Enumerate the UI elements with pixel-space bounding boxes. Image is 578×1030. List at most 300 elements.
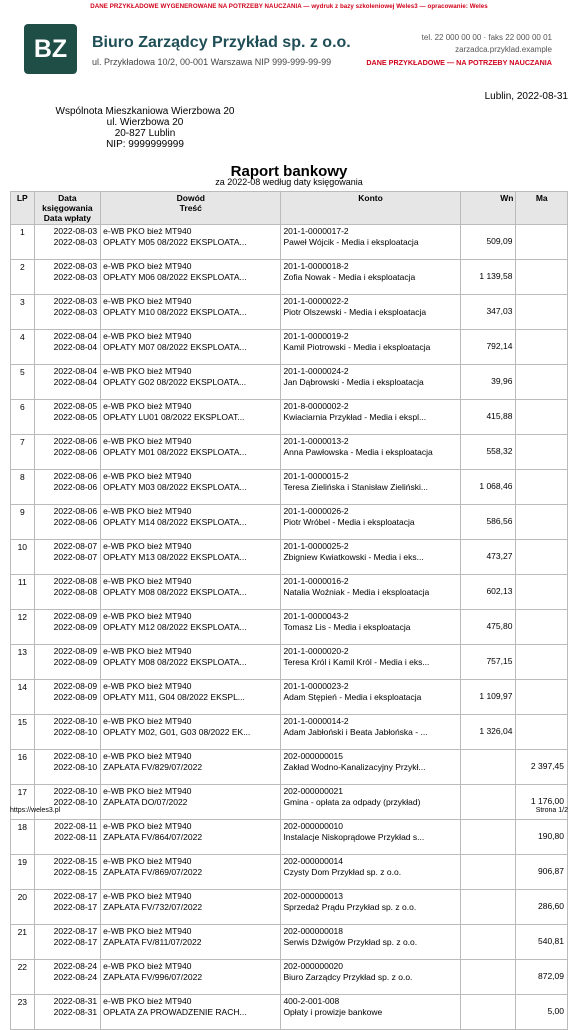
header-doc: Dowód (176, 193, 205, 203)
recipient-nip: NIP: 9999999999 (106, 139, 184, 150)
recipient-street: ul. Wierzbowa 20 (106, 117, 184, 128)
account-name: Teresa Król i Kamil Król - Media i eks... (283, 656, 430, 667)
cell-credit (516, 260, 568, 295)
posting-date: 2022-08-10 (53, 716, 98, 726)
cell-credit (516, 645, 568, 680)
lp-value: 3 (19, 297, 25, 307)
cell-lp (11, 575, 35, 610)
credit-amount: 2 397,45 (530, 761, 564, 771)
document-description: OPŁATY M14 08/2022 EKSPLOATA... (103, 516, 247, 527)
cell-dates (34, 960, 101, 995)
payment-date: 2022-08-17 (53, 901, 98, 912)
debit-amount: 415,88 (486, 411, 513, 421)
cell-document (101, 820, 281, 855)
company-address: ul. Przykładowa 10/2, 00-001 Warszawa NIP 999-999-99-99 (92, 57, 332, 67)
lp-value: 23 (17, 997, 28, 1007)
cell-account (281, 330, 460, 365)
credit-amount: 286,60 (538, 901, 564, 911)
debit-amount: 558,32 (486, 446, 513, 456)
table-row (11, 715, 568, 750)
report-title: Raport bankowy (230, 163, 348, 180)
document-type: e-WB PKO bież MT940 (103, 646, 192, 656)
cell-document (101, 960, 281, 995)
header-payment-date: Data wpłaty (43, 213, 91, 223)
posting-date: 2022-08-03 (53, 296, 98, 306)
account-name: Zofia Nowak - Media i eksploatacja (283, 271, 416, 282)
account-number: 201-1-0000019-2 (283, 331, 349, 341)
payment-date: 2022-08-06 (53, 446, 98, 457)
cell-credit (516, 540, 568, 575)
table-row (11, 575, 568, 610)
lp-value: 17 (17, 787, 28, 797)
account-name: Zbigniew Kwiatkowski - Media i eks... (283, 551, 424, 562)
cell-credit (516, 435, 568, 470)
payment-date: 2022-08-09 (53, 656, 98, 667)
posting-date: 2022-08-06 (53, 471, 98, 481)
lp-value: 4 (19, 332, 25, 342)
cell-dates (34, 855, 101, 890)
cell-credit (516, 680, 568, 715)
document-type: e-WB PKO bież MT940 (103, 961, 192, 971)
table-row (11, 295, 568, 330)
account-number: 201-1-0000013-2 (283, 436, 349, 446)
cell-credit (516, 400, 568, 435)
posting-date: 2022-08-06 (53, 506, 98, 516)
cell-lp (11, 610, 35, 645)
cell-credit (516, 365, 568, 400)
cell-dates (34, 820, 101, 855)
header-dates (34, 192, 101, 225)
cell-document (101, 575, 281, 610)
account-number: 202-000000018 (283, 926, 343, 936)
cell-account (281, 295, 460, 330)
account-name: Serwis Dźwigów Przykład sp. z o.o. (283, 936, 418, 947)
cell-credit (516, 330, 568, 365)
cell-credit (516, 785, 568, 820)
lp-value: 13 (17, 647, 28, 657)
cell-lp (11, 225, 35, 260)
document-description: ZAPŁATA FV/864/07/2022 (103, 831, 203, 842)
cell-debit (460, 225, 516, 260)
account-name: Kamil Piotrowski - Media i eksploatacja (283, 341, 431, 352)
account-number: 201-1-0000016-2 (283, 576, 349, 586)
table-row (11, 925, 568, 960)
posting-date: 2022-08-03 (53, 261, 98, 271)
cell-lp (11, 995, 35, 1030)
debit-amount: 792,14 (486, 341, 513, 351)
payment-date: 2022-08-24 (53, 971, 98, 982)
document-type: e-WB PKO bież MT940 (103, 821, 192, 831)
cell-debit (460, 925, 516, 960)
cell-dates (34, 400, 101, 435)
account-name: Tomasz Lis - Media i eksploatacja (283, 621, 411, 632)
cell-document (101, 645, 281, 680)
posting-date: 2022-08-15 (53, 856, 98, 866)
cell-dates (34, 715, 101, 750)
cell-lp (11, 470, 35, 505)
document-type: e-WB PKO bież MT940 (103, 891, 192, 901)
debit-amount: 1 109,97 (479, 691, 513, 701)
account-number: 202-000000010 (283, 821, 343, 831)
posting-date: 2022-08-05 (53, 401, 98, 411)
account-number: 201-1-0000023-2 (283, 681, 349, 691)
cell-account (281, 855, 460, 890)
lp-value: 21 (17, 927, 28, 937)
cell-dates (34, 505, 101, 540)
cell-credit (516, 610, 568, 645)
credit-amount: 5,00 (547, 1006, 564, 1016)
account-name: Teresa Zielińska i Stanisław Zieliński... (283, 481, 428, 492)
document-description: OPŁATY M10 08/2022 EKSPLOATA... (103, 306, 247, 317)
payment-date: 2022-08-09 (53, 621, 98, 632)
cell-account (281, 225, 460, 260)
account-number: 400-2-001-008 (283, 996, 340, 1006)
cell-debit (460, 435, 516, 470)
header-credit: Ma (516, 192, 568, 225)
recipient-name: Wspólnota Mieszkaniowa Wierzbowa 20 (55, 106, 235, 117)
posting-date: 2022-08-09 (53, 611, 98, 621)
document-description: OPŁATY M08 08/2022 EKSPLOATA... (103, 586, 247, 597)
recipient-block (45, 106, 245, 150)
cell-credit (516, 505, 568, 540)
cell-account (281, 925, 460, 960)
cell-document (101, 330, 281, 365)
cell-lp (11, 540, 35, 575)
cell-debit (460, 995, 516, 1030)
table-row (11, 260, 568, 295)
posting-date: 2022-08-06 (53, 436, 98, 446)
cell-debit (460, 575, 516, 610)
account-number: 201-1-0000020-2 (283, 646, 349, 656)
cell-credit (516, 995, 568, 1030)
payment-date: 2022-08-15 (53, 866, 98, 877)
account-name: Zakład Wodno-Kanalizacyjny Przykł... (283, 761, 426, 772)
recipient-city: 20-827 Lublin (114, 128, 176, 139)
credit-amount: 872,09 (538, 971, 564, 981)
document-description: OPŁATY M01 08/2022 EKSPLOATA... (103, 446, 247, 457)
page-number: Strona 1/2 (535, 807, 568, 814)
document-type: e-WB PKO bież MT940 (103, 296, 192, 306)
header-content: Treść (179, 203, 202, 213)
document-type: e-WB PKO bież MT940 (103, 856, 192, 866)
cell-debit (460, 960, 516, 995)
cell-document (101, 365, 281, 400)
cell-dates (34, 750, 101, 785)
payment-date: 2022-08-09 (53, 691, 98, 702)
cell-dates (34, 925, 101, 960)
debit-amount: 39,96 (491, 376, 513, 386)
account-number: 201-1-0000024-2 (283, 366, 349, 376)
table-row (11, 995, 568, 1030)
cell-credit (516, 855, 568, 890)
cell-document (101, 505, 281, 540)
cell-lp (11, 820, 35, 855)
cell-debit (460, 855, 516, 890)
cell-credit (516, 925, 568, 960)
sample-data-notice: DANE PRZYKŁADOWE — NA POTRZEBY NAUCZANIA (366, 58, 552, 67)
cell-lp (11, 890, 35, 925)
cell-lp (11, 960, 35, 995)
debit-amount: 475,80 (486, 621, 513, 631)
cell-account (281, 890, 460, 925)
lp-value: 1 (19, 227, 25, 237)
cell-lp (11, 260, 35, 295)
cell-credit (516, 715, 568, 750)
table-row (11, 645, 568, 680)
posting-date: 2022-08-04 (53, 366, 98, 376)
cell-credit (516, 470, 568, 505)
cell-debit (460, 715, 516, 750)
header-posting-date: Data księgowania (42, 193, 93, 213)
cell-debit (460, 470, 516, 505)
payment-date: 2022-08-04 (53, 341, 98, 352)
cell-lp (11, 295, 35, 330)
account-name: Jan Dąbrowski - Media i eksploatacja (283, 376, 424, 387)
cell-debit (460, 820, 516, 855)
document-type: e-WB PKO bież MT940 (103, 611, 192, 621)
payment-date: 2022-08-07 (53, 551, 98, 562)
cell-lp (11, 925, 35, 960)
cell-account (281, 645, 460, 680)
document-type: e-WB PKO bież MT940 (103, 436, 192, 446)
account-number: 202-000000014 (283, 856, 343, 866)
account-name: Kwiaciarnia Przykład - Media i ekspl... (283, 411, 427, 422)
debit-amount: 473,27 (486, 551, 513, 561)
account-name: Gmina - opłata za odpady (przykład) (283, 796, 421, 807)
lp-value: 16 (17, 752, 28, 762)
credit-amount: 540,81 (538, 936, 564, 946)
cell-account (281, 960, 460, 995)
account-number: 201-1-0000017-2 (283, 226, 349, 236)
cell-account (281, 610, 460, 645)
cell-credit (516, 820, 568, 855)
cell-dates (34, 435, 101, 470)
debit-amount: 347,03 (486, 306, 513, 316)
posting-date: 2022-08-11 (54, 821, 98, 831)
account-name: Anna Pawłowska - Media i eksploatacja (283, 446, 433, 457)
cell-debit (460, 680, 516, 715)
table-row (11, 400, 568, 435)
table-row (11, 785, 568, 820)
debit-amount: 509,09 (486, 236, 513, 246)
company-name: Biuro Zarządcy Przykład sp. z o.o. (92, 34, 351, 51)
company-logo: BZ (24, 24, 77, 74)
cell-document (101, 225, 281, 260)
document-date: Lublin, 2022-08-31 (484, 91, 568, 102)
document-description: OPŁATY M11, G04 08/2022 EKSPL... (103, 691, 245, 702)
credit-amount: 906,87 (538, 866, 564, 876)
cell-account (281, 540, 460, 575)
account-name: Piotr Olszewski - Media i eksploatacja (283, 306, 427, 317)
cell-document (101, 680, 281, 715)
account-name: Sprzedaż Prądu Przykład sp. z o.o. (283, 901, 417, 912)
table-row (11, 470, 568, 505)
account-name: Opłaty i prowizje bankowe (283, 1006, 383, 1017)
payment-date: 2022-08-06 (53, 516, 98, 527)
cell-debit (460, 295, 516, 330)
document-type: e-WB PKO bież MT940 (103, 751, 192, 761)
payment-date: 2022-08-08 (53, 586, 98, 597)
document-description: OPŁATY G02 08/2022 EKSPLOATA... (103, 376, 247, 387)
cell-dates (34, 540, 101, 575)
cell-credit (516, 960, 568, 995)
posting-date: 2022-08-10 (53, 751, 98, 761)
cell-account (281, 575, 460, 610)
sample-data-banner: DANE PRZYKŁADOWE WYGENEROWANE NA POTRZEBY NAUCZANIA — wydruk z bazy szkoleniowej Weles3 — opracowanie: Weles (90, 3, 488, 10)
posting-date: 2022-08-24 (53, 961, 98, 971)
payment-date: 2022-08-03 (53, 236, 98, 247)
account-name: Adam Stępień - Media i eksploatacja (283, 691, 422, 702)
cell-dates (34, 610, 101, 645)
cell-credit (516, 225, 568, 260)
payment-date: 2022-08-10 (53, 726, 98, 737)
document-type: e-WB PKO bież MT940 (103, 261, 192, 271)
posting-date: 2022-08-04 (53, 331, 98, 341)
footer-url: https://weles3.pl (10, 807, 61, 814)
account-number: 202-000000015 (283, 751, 343, 761)
cell-account (281, 995, 460, 1030)
cell-debit (460, 540, 516, 575)
cell-lp (11, 400, 35, 435)
account-number: 202-000000020 (283, 961, 343, 971)
document-description: OPŁATY LU01 08/2022 EKSPLOAT... (103, 411, 245, 422)
document-type: e-WB PKO bież MT940 (103, 541, 192, 551)
cell-document (101, 785, 281, 820)
cell-lp (11, 750, 35, 785)
payment-date: 2022-08-04 (53, 376, 98, 387)
cell-account (281, 435, 460, 470)
lp-value: 8 (19, 472, 25, 482)
lp-value: 11 (17, 577, 27, 587)
table-row (11, 225, 568, 260)
cell-dates (34, 470, 101, 505)
cell-document (101, 260, 281, 295)
payment-date: 2022-08-03 (53, 271, 98, 282)
lp-value: 6 (19, 402, 25, 412)
document-description: OPŁATY M02, G01, G03 08/2022 EK... (103, 726, 251, 737)
cell-account (281, 715, 460, 750)
cell-document (101, 925, 281, 960)
cell-document (101, 400, 281, 435)
lp-value: 10 (17, 542, 28, 552)
payment-date: 2022-08-31 (53, 1006, 98, 1017)
account-number: 201-8-0000002-2 (283, 401, 349, 411)
cell-account (281, 365, 460, 400)
cell-lp (11, 680, 35, 715)
cell-debit (460, 610, 516, 645)
cell-lp (11, 645, 35, 680)
document-description: OPŁATY M08 08/2022 EKSPLOATA... (103, 656, 247, 667)
lp-value: 20 (17, 892, 28, 902)
cell-account (281, 260, 460, 295)
credit-amount: 1 176,00 (530, 796, 564, 806)
document-type: e-WB PKO bież MT940 (103, 996, 192, 1006)
cell-lp (11, 330, 35, 365)
document-description: ZAPŁATA FV/829/07/2022 (103, 761, 203, 772)
cell-document (101, 995, 281, 1030)
cell-dates (34, 645, 101, 680)
header-document (101, 192, 281, 225)
cell-credit (516, 295, 568, 330)
account-name: Instalacje Niskoprądowe Przykład s... (283, 831, 425, 842)
document-type: e-WB PKO bież MT940 (103, 506, 192, 516)
cell-dates (34, 330, 101, 365)
header-debit: Wn (460, 192, 516, 225)
lp-value: 15 (17, 717, 28, 727)
document-description: ZAPŁATA DO/07/2022 (103, 796, 188, 807)
cell-debit (460, 260, 516, 295)
cell-lp (11, 505, 35, 540)
cell-account (281, 400, 460, 435)
lp-value: 22 (17, 962, 28, 972)
table-row (11, 610, 568, 645)
lp-value: 7 (19, 437, 25, 447)
account-number: 201-1-0000043-2 (283, 611, 349, 621)
cell-lp (11, 365, 35, 400)
cell-dates (34, 260, 101, 295)
lp-value: 9 (19, 507, 25, 517)
account-number: 201-1-0000014-2 (283, 716, 349, 726)
cell-credit (516, 890, 568, 925)
lp-value: 14 (17, 682, 28, 692)
company-website: zarzadca.przyklad.example (455, 45, 552, 54)
document-description: OPŁATY M03 08/2022 EKSPLOATA... (103, 481, 247, 492)
cell-dates (34, 295, 101, 330)
cell-document (101, 715, 281, 750)
account-number: 201-1-0000015-2 (283, 471, 349, 481)
payment-date: 2022-08-06 (53, 481, 98, 492)
cell-document (101, 610, 281, 645)
report-subtitle: za 2022-08 według daty księgowania (215, 177, 363, 187)
table-row (11, 820, 568, 855)
table-row (11, 960, 568, 995)
cell-dates (34, 575, 101, 610)
document-description: ZAPŁATA FV/811/07/2022 (103, 936, 202, 947)
cell-document (101, 435, 281, 470)
document-type: e-WB PKO bież MT940 (103, 401, 192, 411)
document-description: OPŁATY M13 08/2022 EKSPLOATA... (103, 551, 247, 562)
document-description: OPŁATY M05 08/2022 EKSPLOATA... (103, 236, 247, 247)
cell-dates (34, 680, 101, 715)
payment-date: 2022-08-11 (54, 831, 98, 842)
document-description: ZAPŁATA FV/732/07/2022 (103, 901, 203, 912)
header-account: Konto (281, 192, 460, 225)
cell-account (281, 505, 460, 540)
account-number: 201-1-0000026-2 (283, 506, 349, 516)
table-row (11, 435, 568, 470)
cell-debit (460, 505, 516, 540)
credit-amount: 190,80 (538, 831, 564, 841)
cell-lp (11, 435, 35, 470)
header-lp: LP (11, 192, 35, 225)
debit-amount: 1 139,58 (479, 271, 513, 281)
cell-document (101, 750, 281, 785)
table-row (11, 330, 568, 365)
cell-document (101, 855, 281, 890)
cell-document (101, 470, 281, 505)
posting-date: 2022-08-10 (53, 786, 98, 796)
cell-debit (460, 365, 516, 400)
posting-date: 2022-08-08 (53, 576, 98, 586)
payment-date: 2022-08-05 (53, 411, 98, 422)
payment-date: 2022-08-10 (53, 796, 98, 807)
payment-date: 2022-08-17 (53, 936, 98, 947)
cell-dates (34, 995, 101, 1030)
document-description: ZAPŁATA FV/996/07/2022 (103, 971, 203, 982)
cell-dates (34, 225, 101, 260)
debit-amount: 1 068,46 (479, 481, 513, 491)
document-type: e-WB PKO bież MT940 (103, 471, 192, 481)
